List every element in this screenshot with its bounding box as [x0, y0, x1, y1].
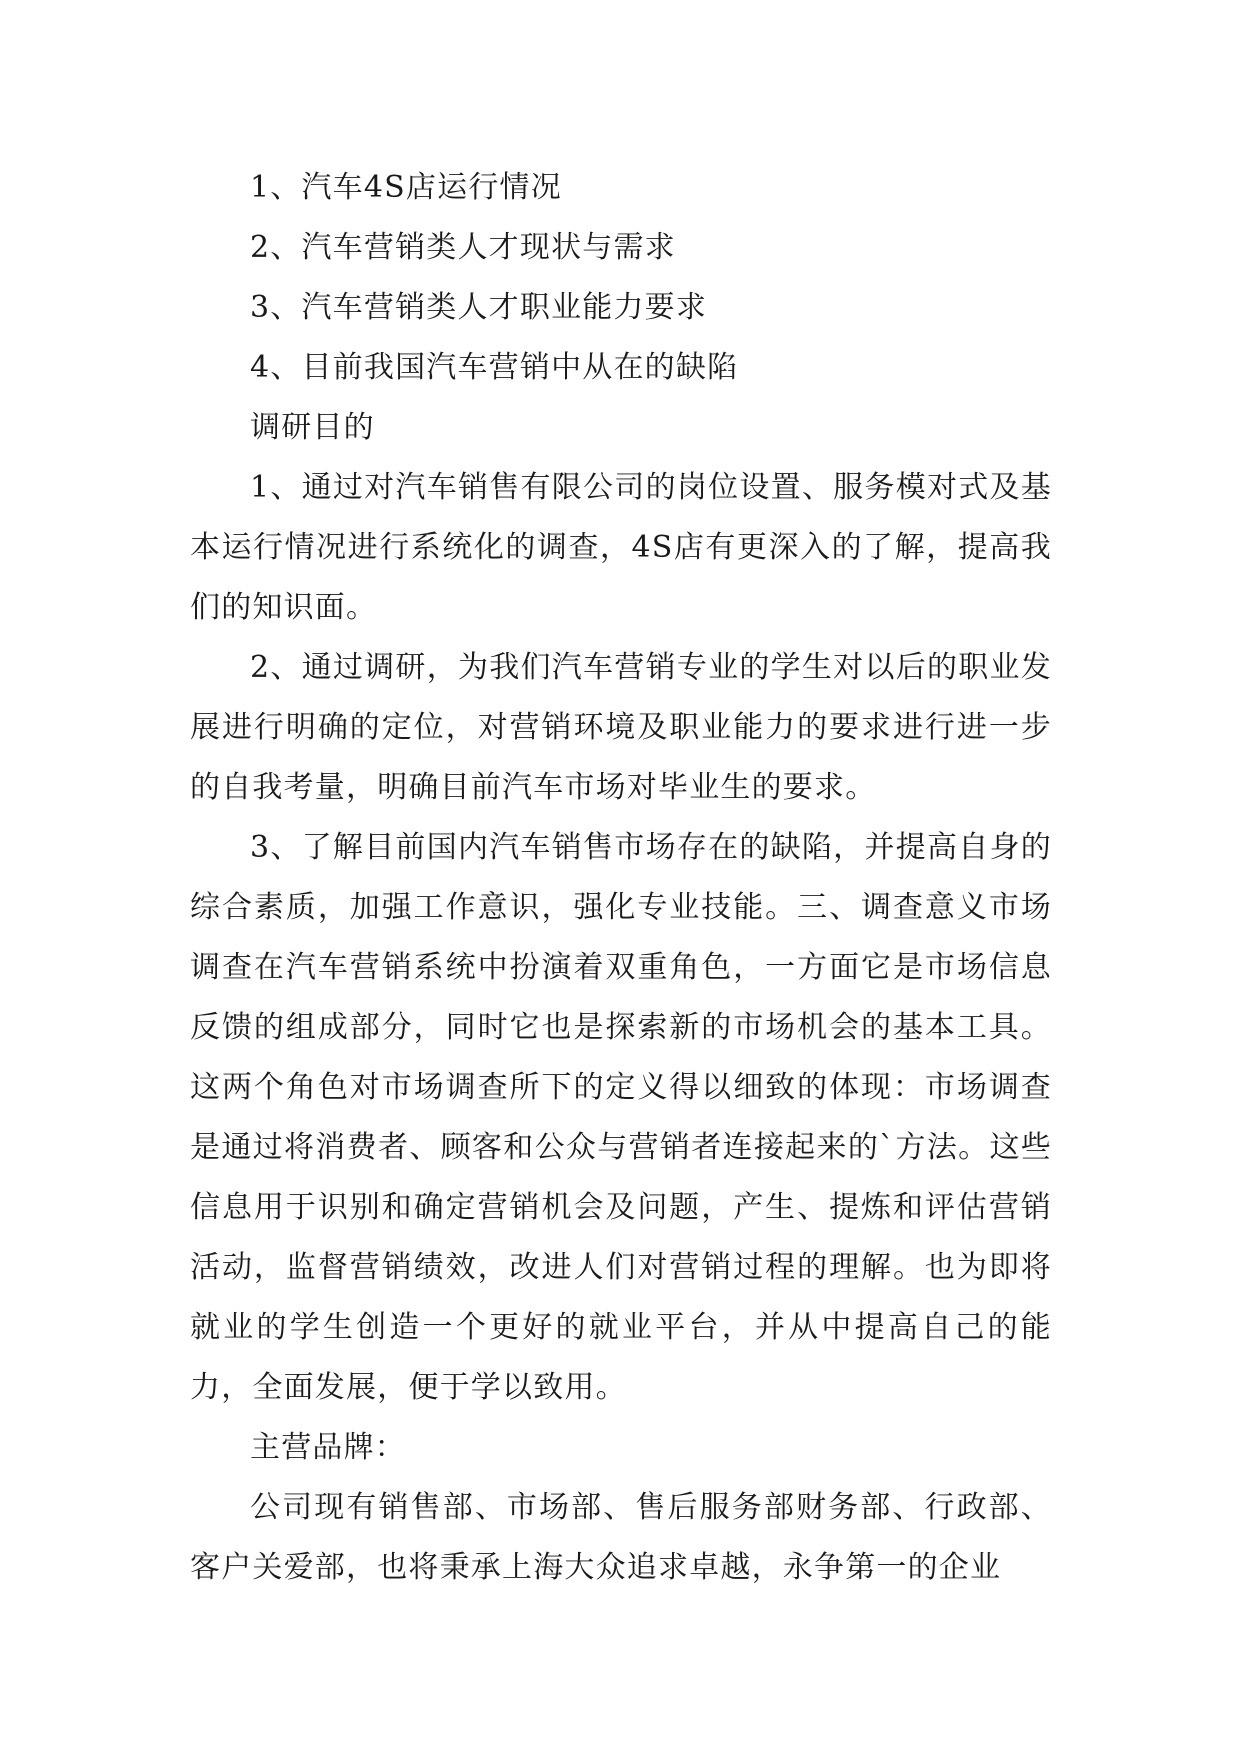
paragraph-item-1: 1、汽车4S店运行情况 [250, 170, 562, 205]
paragraph-item-4: 4、目前我国汽车营销中从在的缺陷 [250, 350, 739, 385]
paragraph-purpose-1: 1、通过对汽车销售有限公司的岗位设置、服务模对式及基本运行情况进行系统化的调查，4S店有更深入的了解，提高我们的知识面。 [190, 470, 1052, 625]
paragraph-company: 公司现有销售部、市场部、售后服务部财务部、行政部、客户关爱部，也将秉承上海大众追求卓越，永争第一的企业 [190, 1490, 1052, 1585]
paragraph-purpose-2: 2、通过调研，为我们汽车营销专业的学生对以后的职业发展进行明确的定位，对营销环境及职业能力的要求进行进一步的自我考量，明确目前汽车市场对毕业生的要求。 [190, 650, 1052, 805]
paragraph-item-2: 2、汽车营销类人才现状与需求 [250, 230, 676, 265]
document-page [190, 158, 1052, 1598]
paragraph-item-3: 3、汽车营销类人才职业能力要求 [250, 290, 708, 325]
paragraph-purpose-3: 3、了解目前国内汽车销售市场存在的缺陷，并提高自身的综合素质，加强工作意识，强化专业技能。三、调查意义市场调查在汽车营销系统中扮演着双重角色，一方面它是市场信息反馈的组成部分，同时它也是探索新的市场机会的基本工具。这两个角色对市场调查所下的定义得以细致的体现：市场调查是通过将消费者、顾客和公众与营销者连接起来的`方法。这些信息用于识别和确定营销机会及问题，产生、提炼和评估营销活动，监督营销绩效，改进人们对营销过程的理解。也为即将就业的学生创造一个更好的就业平台，并从中提高自己的能力，全面发展，便于学以致用。 [190, 830, 1052, 1405]
section-heading-purpose: 调研目的 [250, 410, 375, 445]
section-heading-brand: 主营品牌： [250, 1430, 406, 1465]
